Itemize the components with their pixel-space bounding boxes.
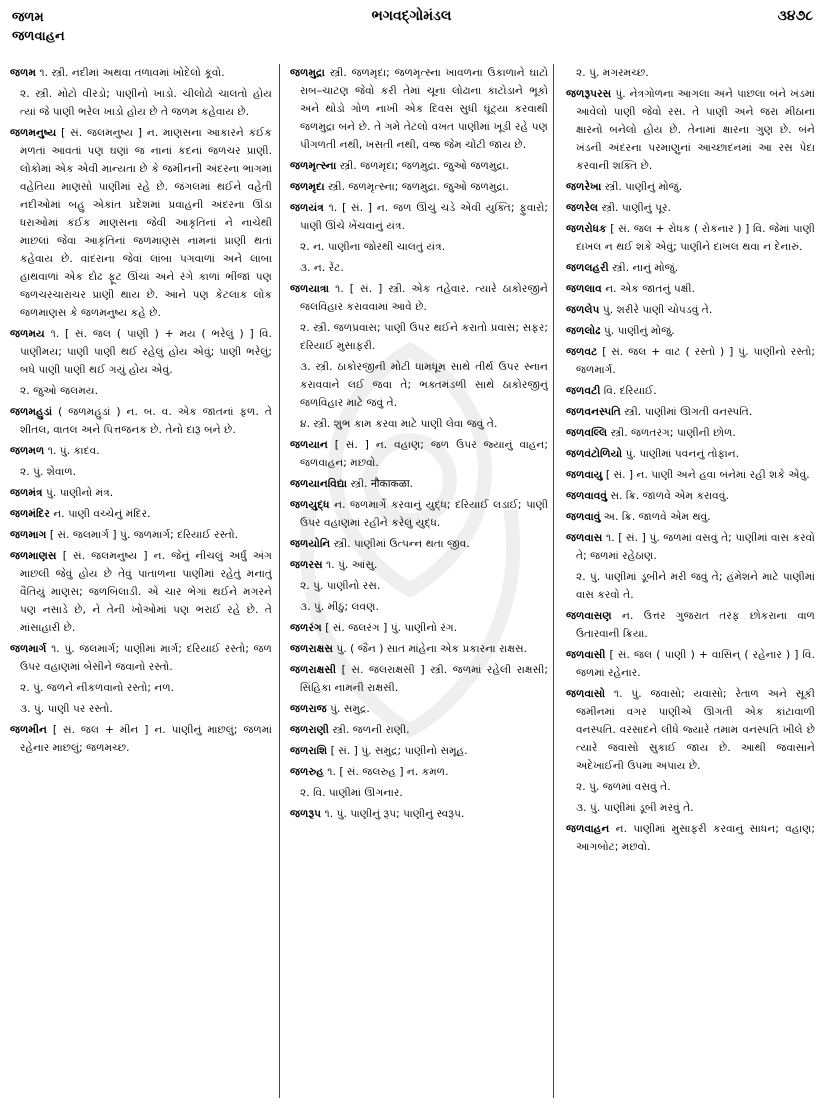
entry-definition: ૧. પું. જવાસો; યવાસો; રેતાળ અને સૂકી જમીનમાં વગર પાણીએ ઊગતી એક કાંટાવાળી વનસ્પતિ. વરસાદને લીધે જ્યારે તમામ વનસ્પતિ ખીલે છે ત્યારે જવાસો સુકાઈ જાય છે. આથી જવાસાને અદેખાઈની ઉપમા અપાય છે. — [576, 687, 815, 772]
dictionary-entry — [290, 742, 548, 760]
entry-headword: જળરેલ — [566, 201, 599, 214]
dictionary-entry — [10, 547, 272, 637]
dictionary-entry — [10, 64, 272, 82]
entry-definition: ૧. પું. જલમાર્ગ; પાણીમાં માર્ગ; દરિયાઈ રસ્તો; જળ ઉપર વહાણમાં બેસીને જવાનો રસ્તો. — [20, 642, 272, 673]
entry-definition: સ્ત્રી. જળની રાણી. — [332, 723, 410, 736]
dictionary-entry — [566, 685, 815, 775]
dictionary-entry — [566, 322, 815, 340]
entry-definition: સ્ત્રી. જળમૃદા; જળમુદ્રા. જુઓ જળમુદ્રા. — [339, 159, 509, 172]
dictionary-entry — [290, 700, 548, 718]
entry-definition: ૩. પું. પાણીમાં ડૂબી મરવું તે. — [576, 801, 694, 814]
dictionary-sense — [290, 238, 548, 256]
entry-headword: જળરંગ — [290, 621, 322, 634]
dictionary-entry — [10, 403, 272, 439]
entry-definition: સ્ત્રી. જળતરંગ; પાણીની છોળ. — [610, 426, 736, 439]
entry-headword: જળમય — [10, 327, 45, 340]
entry-definition: ૨. પું. જળને નીકળવાનો રસ્તો; નળ. — [20, 681, 175, 694]
entry-definition: ૨. વિ. પાણીમાં ઊગનાર. — [300, 786, 403, 799]
entry-definition: [ સં. જલ + મીન ] ન. પાણીનું માછલું; જળમાં રહેનાર માછલું; જળમચ્છ. — [20, 723, 272, 754]
entry-definition: ન. પાણી વચ્ચેનું મંદિર. — [53, 507, 151, 520]
entry-definition: ૪. સ્ત્રી. શુભ કામ કરવા માટે પાણી લેવા જવું તે. — [300, 417, 498, 430]
entry-definition: [ સં. જલરંગ ] પું. પાણીનો રંગ. — [325, 621, 458, 634]
dictionary-sense — [290, 259, 548, 277]
entry-headword: જળમાર્ગ — [10, 642, 47, 655]
dictionary-entry — [566, 178, 815, 196]
dictionary-sense — [290, 319, 548, 355]
dictionary-entry — [566, 466, 815, 484]
dictionary-entry — [290, 496, 548, 532]
entry-definition: [ સં. જલમનુષ્ય ] ન. જેનું નીચલું અર્ધું અંગ માછલી જેવું હોય છે તેવું પાતાળના પાણીમાં રહેતું મનાતું વૈતિયું માણસ; જળબિલાડી. એ ચાર ભેગાં થઈને મગરને પણ નસાડે છે, ને તેની ખોઓમાં પણ ભરાઈ રહે છે. તે માંસાહારી છે. — [20, 549, 272, 634]
entry-headword: જળવાવવું — [566, 489, 608, 502]
dictionary-entry — [290, 640, 548, 658]
entry-headword: જળવલ્લિ — [566, 426, 608, 439]
dictionary-sense — [10, 463, 272, 481]
entry-headword: જળવંટોળિયો — [566, 447, 623, 460]
dictionary-entry — [290, 178, 548, 196]
dictionary-entry — [10, 484, 272, 502]
entry-headword: જળમીન — [10, 723, 48, 736]
entry-definition: ૨. ન. પાણીના જોરથી ચાલતું યંત્ર. — [300, 240, 446, 253]
entry-headword: જળમ — [10, 66, 36, 79]
entry-definition: ૧. પું. આંસુ. — [326, 558, 378, 571]
dictionary-sense — [10, 700, 272, 718]
entry-definition: અ. ક્રિ. જાળવે એમ થવું. — [603, 510, 711, 523]
dictionary-entry — [566, 343, 815, 379]
entry-definition: ન. પાણીમાં મુસાફરી કરવાનું સાધન; વહાણ; આગબોટ; મછવો. — [576, 822, 815, 853]
dictionary-entry — [10, 442, 272, 460]
dictionary-entry — [566, 85, 815, 175]
entry-definition: ૨. પું. પાણીનો રસ. — [300, 579, 381, 592]
entry-headword: જળયાન — [290, 438, 328, 451]
dictionary-entry — [566, 382, 815, 400]
page-number: ૩૪૭૮ — [777, 8, 813, 24]
dictionary-entry — [290, 619, 548, 637]
dictionary-sense — [290, 358, 548, 412]
entry-definition: ૧. [ સં. ] સ્ત્રી. એક તહેવાર. ત્યારે ઠાકોરજીને જલવિહાર કરાવવામાં આવે છે. — [300, 282, 548, 313]
dictionary-columns — [10, 64, 815, 1100]
entry-headword: જળરૂપરસ — [566, 87, 612, 100]
page-header — [10, 4, 813, 48]
entry-definition: ૧. [ સં. ] ન. જળ ઊંચું ચડે એવી યુક્તિ; ફુવારો; પાણી ઊંચે ખેંચવાનું યંત્ર. — [300, 201, 548, 232]
entry-headword: જળયોનિ — [290, 537, 331, 550]
entry-definition: ૨. પું. મગરમચ્છ. — [576, 66, 649, 79]
dictionary-entry — [10, 526, 272, 544]
entry-headword: જળલેપ — [566, 303, 600, 316]
entry-headword: જળરાણી — [290, 723, 329, 736]
entry-definition: સ્ત્રી. પાણીમાં ઉત્પન્ન થતા જીવ. — [333, 537, 470, 550]
entry-headword: જળરોધક — [566, 222, 607, 235]
dictionary-sense — [290, 598, 548, 616]
entry-headword: જળરેખા — [566, 180, 602, 193]
dictionary-entry — [566, 820, 815, 856]
dictionary-sense — [10, 85, 272, 121]
dictionary-entry — [566, 403, 815, 421]
entry-headword: જળવાસ — [566, 531, 603, 544]
dictionary-entry — [290, 661, 548, 697]
entry-headword: જળવાસણ — [566, 609, 612, 622]
dictionary-entry — [566, 424, 815, 442]
dictionary-entry — [290, 805, 548, 823]
entry-definition: વિ. દરિયાઈ. — [603, 384, 657, 397]
dictionary-entry — [290, 556, 548, 574]
dictionary-entry — [10, 505, 272, 523]
entry-headword: જળમહુડાં — [10, 405, 53, 418]
entry-definition: સ્ત્રી. જળમૃત્સ્ના; જળમુદ્રા. જુઓ જળમુદ્રા. — [328, 180, 509, 193]
entry-definition: પું. પાણીમાં પવનનું તોફાન. — [625, 447, 740, 460]
entry-definition: [ સં. ] ન. વહાણ; જળ ઉપર જ્યાનું વાહન; જળવાહન; મછવો. — [300, 438, 548, 469]
entry-headword: જળમાણસ — [10, 549, 57, 562]
entry-headword: જળમાગ — [10, 528, 47, 541]
entry-definition: સ. ક્રિ. જાળવે એમ કરાવવું. — [610, 489, 729, 502]
entry-definition: [ સં. જલરાક્ષસી ] સ્ત્રી. જળમાં રહેલી રાક્ષસી; સિંહિકા નામની રાક્ષસી. — [300, 663, 548, 694]
column-1 — [10, 64, 272, 1100]
dictionary-entry — [10, 124, 272, 322]
entry-headword: જળરસ — [290, 558, 323, 571]
dictionary-entry — [290, 64, 548, 154]
dictionary-sense — [290, 577, 548, 595]
dictionary-sense — [10, 382, 272, 400]
entry-definition: ( જળમહુડાં ) ન. બ. વ. એક જાતનાં ફળ. તે શીતલ, વાતલ અને પિત્તજનક છે. તેનો દારૂ બને છે. — [20, 405, 272, 436]
dictionary-sense — [290, 784, 548, 802]
entry-definition: પું. સમુદ્ર. — [330, 702, 370, 715]
page-title: ભગવદ્ગોમંડલ — [371, 8, 452, 24]
entry-headword: જળલહરી — [566, 261, 609, 274]
entry-headword: જળમૃદા — [290, 180, 325, 193]
dictionary-entry — [566, 280, 815, 298]
entry-definition: ૧. સ્ત્રી. નદીમાં અથવા તળાવમાં ખોદેલો કૂવો. — [39, 66, 225, 79]
entry-definition: [ સં. જલ + રોધક ( રોકનાર ) ] વિ. જેમાં પાણી દાખલ ન થઈ શકે એવું; પાણીને દાખલ થવા ન દેનારું. — [576, 222, 815, 253]
entry-definition: ૨. પું. જળમાં વસવું તે. — [576, 780, 671, 793]
entry-headword: જળયાત્રા — [290, 282, 330, 295]
column-2 — [290, 64, 548, 1100]
entry-headword: જળવટ — [566, 345, 598, 358]
entry-headword: જળવટી — [566, 384, 601, 397]
entry-definition: ન. એક જાતનું પક્ષી. — [605, 282, 695, 295]
dictionary-entry — [10, 721, 272, 757]
entry-definition: [ સં. જલ + વાટ ( રસ્તો ) ] પું. પાણીનો રસ્તો; જળમાર્ગ. — [576, 345, 815, 376]
entry-headword: જળરુહ — [290, 765, 324, 778]
dictionary-entry — [290, 199, 548, 235]
entry-definition: ૧. પું. કાદવ. — [47, 444, 100, 457]
entry-definition: પું. ( જૈન ) સાત માંહેના એક પ્રકારના રાક્ષસ. — [336, 642, 528, 655]
entry-headword: જળમંદિર — [10, 507, 50, 520]
dictionary-entry — [566, 259, 815, 277]
entry-definition: [ સં. જલમાર્ગ ] પું. જળમાર્ગ; દરિયાઈ રસ્તો. — [49, 528, 239, 541]
entry-definition: [ સં. જલ ( પાણી ) + વાસિન્ ( રહેનાર ) ] વિ. જળમાં રહેનાર. — [576, 648, 815, 679]
column-3 — [566, 64, 815, 1100]
dictionary-sense — [566, 778, 815, 796]
entry-definition: ૨. પું. પાણીમાં ડૂબીને મરી જવું તે; હંમેશને માટે પાણીમાં વાસ કરવો તે. — [576, 570, 815, 601]
dictionary-entry — [566, 508, 815, 526]
entry-headword: જળયંત્ર — [290, 201, 324, 214]
entry-headword: જળયાનવિદ્યા — [290, 477, 348, 490]
dictionary-entry — [290, 475, 548, 493]
entry-headword: જળમુદ્રા — [290, 66, 325, 79]
dictionary-entry — [290, 535, 548, 553]
entry-definition: પું. શરીરે પાણી ચોપડવું તે. — [602, 303, 713, 316]
entry-definition: ૧. [ સં. ] પું. જળમાં વસવું તે; પાણીમાં વાસ કરવો તે; જળમાં રહેઠાણ. — [576, 531, 815, 562]
entry-headword: જળયુદ્ધ — [290, 498, 330, 511]
dictionary-sense — [566, 568, 815, 604]
entry-definition: ૧. [ સં. જલ ( પાણી ) + મય ( ભરેલું ) ] વિ. પાણીમય; પાણી પાણી થઈ રહેલું હોય એવું; પાણી ભરેલું; બધે પાણી પાણી થઈ ગયું હોય એવું. — [20, 327, 272, 376]
entry-definition: [ સં. ] પું. સમુદ્ર; પાણીનો સમૂહ. — [330, 744, 468, 757]
dictionary-entry — [290, 763, 548, 781]
entry-headword: જળમનુષ્ય — [10, 126, 57, 139]
entry-definition: ૨. જુઓ જલમય. — [20, 384, 99, 397]
entry-definition: [ સં. ] ન. પાણી અને હવા બંનેમાં રહી શકે એવું. — [605, 468, 810, 481]
entry-definition: ૨. સ્ત્રી. જળપ્રવાસ; પાણી ઉપર થઈને કરાતો પ્રવાસ; સફર; દરિયાઈ મુસાફરી. — [300, 321, 548, 352]
entry-definition: પું. નેત્રગોળના આગલા અને પાછલા બંને ખંડમાં આવેલો પાણી જેવો રસ. તે પાણી અને જરા મીઠાના ક્ષારનો બનેલો હોય છે. તેનામાં ક્ષારના ગુણ છે. બંને ખંડની અંદરના પરમાણુનાં આચ્છાદનમાં આ રસ પેદા કરવાની શક્તિ છે. — [576, 87, 815, 172]
guide-word-last: જળવાહન — [12, 29, 65, 44]
entry-definition: [ સં. જલમનુષ્ય ] ન. માણસના આકારને કંઈક મળતાં આવતાં પણ ઘણાં જ નાનાં કદનાં જળચર પ્રાણી. લોકોમાં એક એવી માન્યતા છે કે જમીનની અંદરના ભાગમાં વહેતિયા માણસો પાણીમાં રહે છે. જંગલમાં થઈને વહેતી નદીઓમાં બહુ એકાંત પ્રદેશમાં પ્રવાહની અંદરના ઊંડા ધરાઓમાં કંઈક માણસના જેવી આકૃતિનાં ને નાચેથી માછલાં જેવા આકૃતિનાં જળમાણસ નામનાં પ્રાણી થતાં કહેવાય છે. વાંદરાના જેવાં લાંબા પગવાળાં અને લાંબા હાથવાળાં એક દોઢ ફૂટ ઊંચાં અને રંગે કાળાં ભીંજાં પણ જળચરચારાચર પ્રાણી થાય છે. આને પણ કેટલાક લોક જળમાણસ કે જળમનુષ્ય કહે છે. — [20, 126, 272, 319]
dictionary-entry — [290, 721, 548, 739]
entry-definition: ન. જળમાર્ગે કરવાનું યુદ્ધ; દરિયાઈ લડાઈ; પાણી ઉપર વહાણમાં રહીને કરેલું યુદ્ધ. — [300, 498, 548, 529]
entry-definition: સ્ત્રી. પાણીમાં ઊગતી વનસ્પતિ. — [624, 405, 753, 418]
dictionary-entry — [566, 487, 815, 505]
entry-definition: ૨. સ્ત્રી. મોટો વીરડો; પાણીનો ખાડો. ચીલોઢો ચાલતો હોય ત્યાં જે પાણી ભરેલ ખાડો હોય છે તે જળમ કહેવાય છે. — [20, 87, 272, 118]
guide-word-first: જળમ — [12, 10, 44, 25]
dictionary-entry — [566, 646, 815, 682]
entry-definition: પું. પાણીનું મોજું. — [603, 324, 675, 337]
dictionary-entry — [290, 280, 548, 316]
dictionary-entry — [566, 199, 815, 217]
dictionary-entry — [566, 529, 815, 565]
entry-headword: જળમળ — [10, 444, 45, 457]
dictionary-entry — [10, 640, 272, 676]
entry-headword: જળલાવ — [566, 282, 602, 295]
entry-definition: ૩. ન. રેંટ. — [300, 261, 344, 274]
entry-definition: સ્ત્રી. નાનું મોજું. — [612, 261, 679, 274]
dictionary-sense — [290, 415, 548, 433]
entry-headword: જળરાક્ષસી — [290, 663, 337, 676]
dictionary-entry — [566, 445, 815, 463]
dictionary-entry — [290, 436, 548, 472]
entry-headword: જળવાસો — [566, 687, 606, 700]
entry-definition: સ્ત્રી. પાણીનું પૂર. — [601, 201, 671, 214]
entry-headword: જળવાસી — [566, 648, 606, 661]
dictionary-entry — [10, 325, 272, 379]
dictionary-sense — [10, 679, 272, 697]
dictionary-entry — [566, 220, 815, 256]
entry-definition: ૩. સ્ત્રી. ઠાકોરજીની મોટી ધામધૂમ સાથે તીર્થ ઉપર સ્નાન કરાવવાને લઈ જવા તે; ભક્તમંડળી સાથે ઠાકોરજીનું જળવિહાર માટે જવું તે. — [300, 360, 548, 409]
entry-headword: જળવનસ્પતિ — [566, 405, 621, 418]
entry-headword: જળરાક્ષસ — [290, 642, 334, 655]
entry-headword: જળવાયુ — [566, 468, 603, 481]
entry-headword: જળમંત્ર — [10, 486, 43, 499]
entry-definition: ૨. પું. શેવાળ. — [20, 465, 77, 478]
entry-headword: જળલોઢ — [566, 324, 601, 337]
entry-headword: જળરાજ — [290, 702, 327, 715]
entry-definition: ૩. પું. પાણી પર રસ્તો. — [20, 702, 113, 715]
entry-definition: સ્ત્રી. नौकाकळा. — [350, 477, 414, 490]
entry-definition: ૧. [ સં. જલરુહ ] ન. કમળ. — [327, 765, 449, 778]
entry-headword: જળમૃત્સ્ના — [290, 159, 337, 172]
entry-definition: ૩. પું. મીઠું; લવણ. — [300, 600, 379, 613]
entry-headword: જળવાહન — [566, 822, 610, 835]
entry-definition: સ્ત્રી. પાણીનું મોજું. — [604, 180, 683, 193]
dictionary-sense — [566, 799, 815, 817]
entry-headword: જળરૂપ — [290, 807, 322, 820]
dictionary-entry — [566, 607, 815, 643]
entry-headword: જળરાશિ — [290, 744, 328, 757]
dictionary-entry — [290, 157, 548, 175]
entry-definition: ન. ઉત્તર ગુજરાત તરફ છોકરાના વાળ ઉતારવાની ક્રિયા. — [576, 609, 815, 640]
entry-definition: ૧. પું. પાણીનું રૂપ; પાણીનું સ્વરૂપ. — [324, 807, 465, 820]
dictionary-sense — [566, 64, 815, 82]
entry-definition: પું. પાણીનો મંત્ર. — [45, 486, 114, 499]
entry-headword: જળવાવું — [566, 510, 601, 523]
entry-definition: સ્ત્રી. જળમૃદા; જળમૃત્સ્ના ખાવળના ઉકાળાને ઘાટો રાબ–ચાટણ જેવો કરી તેમાં ચૂના લોઢાના કાટોડાને ભૂકો અને થોડો ગોળ નાખી એક દિવસ સુધી ઘૂંટ્યા કરવાથી જળમુદ્રા બને છે. તે ગમે તેટલો વખત પાણીમાં ખૂડી રહે પણ પીગળતી નથી, ખસતી નથી, વજ્ર જેમ ચોંટી જાય છે. — [300, 66, 548, 151]
dictionary-entry — [566, 301, 815, 319]
